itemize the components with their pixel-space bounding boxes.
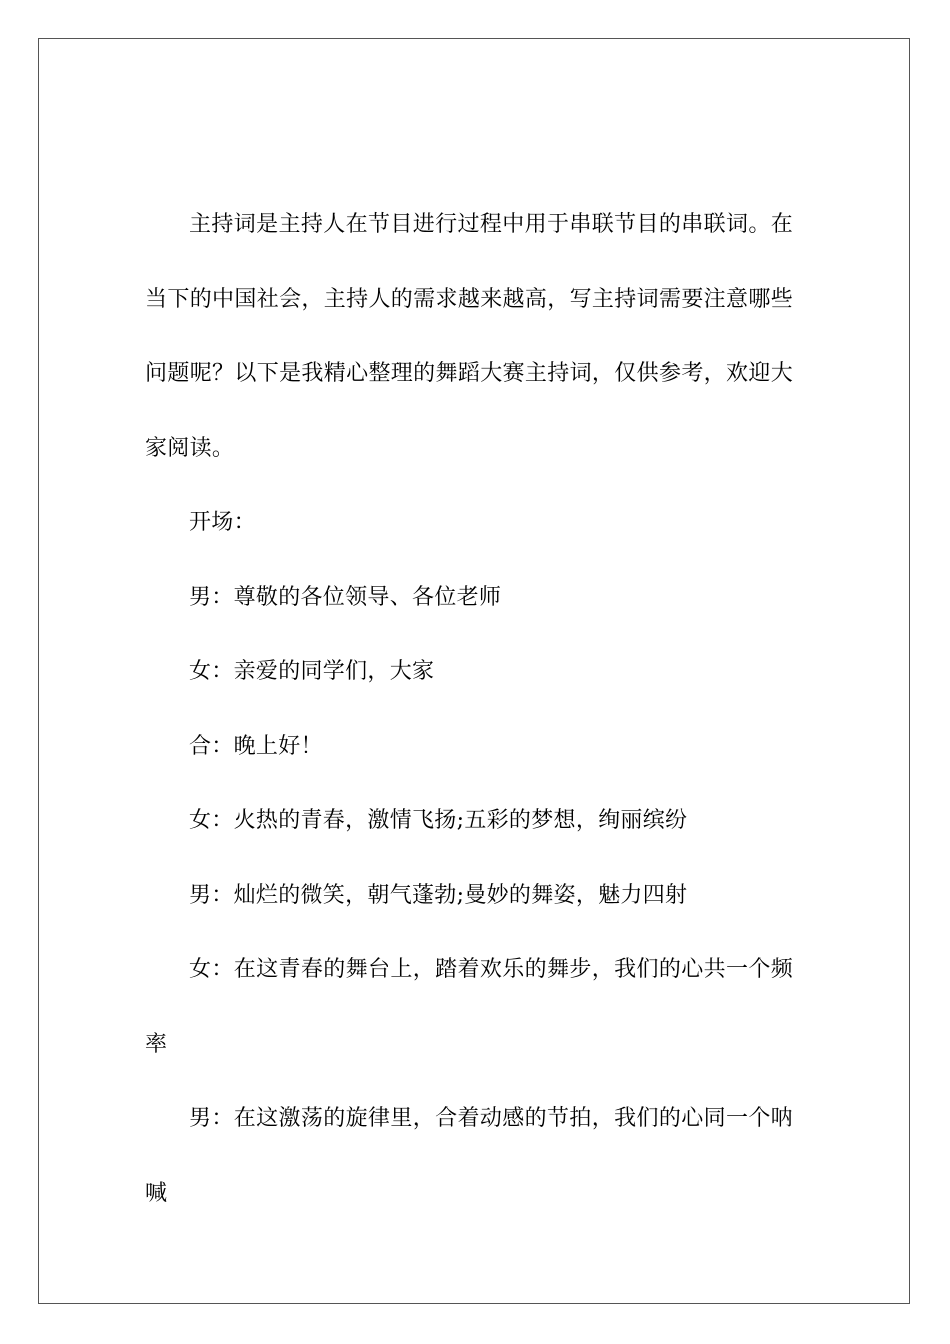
intro-paragraph: 主持词是主持人在节目进行过程中用于串联节目的串联词。在当下的中国社会，主持人的需求越来越高，写主持词需要注意哪些问题呢？以下是我精心整理的舞蹈大赛主持词，仅供参考，欢迎大家阅读。	[145, 212, 793, 461]
dialogue-line: 合：晚上好！	[189, 733, 323, 759]
document-body	[145, 188, 793, 1231]
dialogue-line: 女：火热的青春，激情飞扬;五彩的梦想，绚丽缤纷	[189, 808, 688, 833]
dialogue-line: 男：灿烂的微笑，朝气蓬勃;曼妙的舞姿，魅力四射	[189, 882, 688, 908]
dialogue-line: 男：在这激荡的旋律里，合着动感的节拍，我们的心同一个呐喊	[145, 1106, 793, 1206]
dialogue-line: 女：亲爱的同学们，大家	[189, 659, 435, 684]
dialogue-line: 女：在这青春的舞台上，踏着欢乐的舞步，我们的心共一个频率	[145, 957, 793, 1057]
dialogue-line: 男：尊敬的各位领导、各位老师	[189, 584, 502, 610]
section-heading-opening: 开场：	[189, 510, 256, 535]
